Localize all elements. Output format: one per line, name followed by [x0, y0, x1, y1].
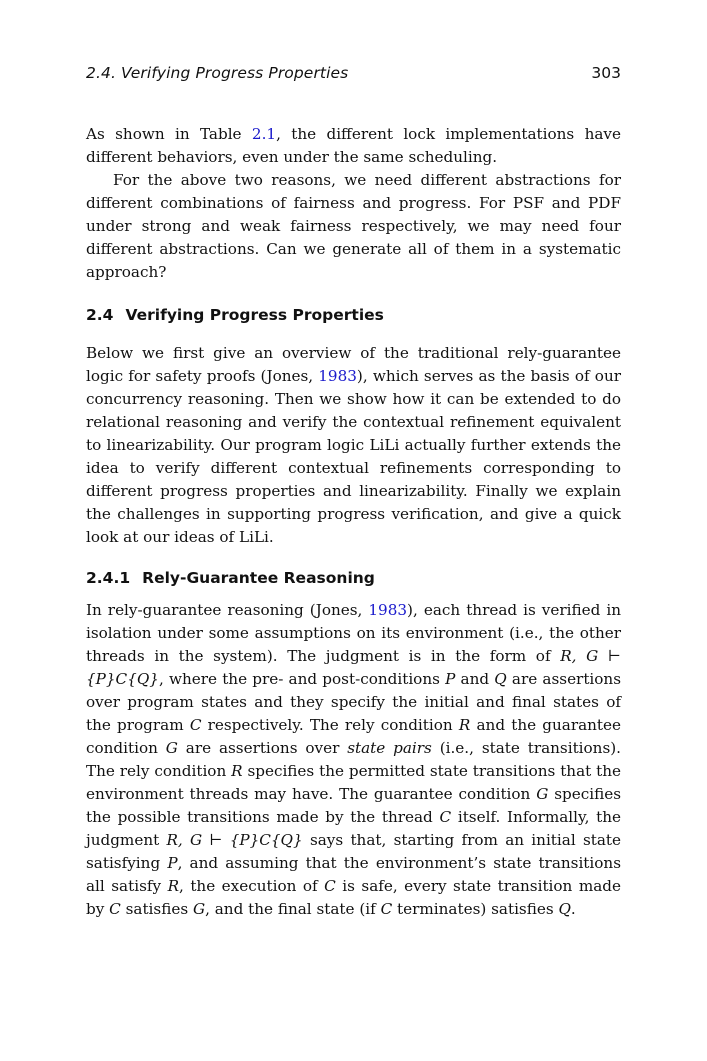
text-run: , and the final state (if — [205, 900, 381, 918]
page — [86, 64, 621, 921]
subsection-number: 2.4.1 — [86, 569, 131, 587]
page-number: 303 — [591, 64, 621, 82]
citation-link[interactable]: 1983 — [318, 367, 357, 385]
math-judgment: R, G ⊢ {P}C{Q} — [166, 831, 303, 849]
math-var-c: C — [324, 877, 336, 895]
math-var-c: C — [380, 900, 393, 918]
math-var-p: P — [167, 854, 178, 872]
text-run: Below we first give an overview of the traditional rely-guarantee logic for safety proofs (Jones, — [86, 344, 621, 385]
math-var-c: C — [109, 900, 121, 918]
subsection-heading-2-4-1 — [86, 569, 621, 587]
math-var-c: C — [439, 808, 452, 826]
math-var-r: R — [167, 877, 179, 895]
math-var-r: R — [458, 716, 471, 734]
text-run: respectively. The rely condition — [201, 716, 459, 734]
text-run: ), which serves as the basis of our concurrency reasoning. Then we show how it can be extended to do relational reasoning and verify the contextual refinement equivalent to linearizability. Our program logic LiLi actually further extends the idea to verify different contextual refinements corresponding to different progress properties and linearizability. Finally we explain the challenges in supporting progress verification, and give a quick look at our ideas of LiLi. — [86, 367, 621, 546]
section-2-4-paragraph — [86, 342, 621, 549]
intro-paragraph-1 — [86, 123, 621, 169]
math-var-c: C — [189, 716, 202, 734]
text-run: and — [455, 670, 495, 688]
rely-guarantee-paragraph — [86, 599, 621, 921]
text-run: , where the pre- and post-conditions — [158, 670, 446, 688]
math-var-g: G — [192, 900, 206, 918]
text-run: itself. Informally, the judgment — [86, 808, 621, 849]
math-var-g: G — [536, 785, 549, 803]
subsection-title: Rely-Guarantee Reasoning — [142, 569, 375, 587]
table-reference-link[interactable]: 2.1 — [251, 125, 277, 143]
text-run: satisfies — [120, 900, 193, 918]
math-judgment: R, G ⊢ {P}C{Q} — [86, 647, 621, 688]
section-heading-2-4 — [86, 306, 621, 324]
running-header — [86, 64, 621, 94]
text-run: (i.e., state transitions). The rely condition — [86, 739, 622, 780]
text-run: terminates) satisfies — [392, 900, 559, 918]
text-run: In rely-guarantee reasoning (Jones, — [86, 601, 369, 619]
text-run: specifies the possible transitions made by the thread — [86, 785, 622, 826]
math-var-g: G — [165, 739, 178, 757]
citation-link[interactable]: 1983 — [368, 601, 408, 619]
text-run: are assertions over — [177, 739, 348, 757]
text-run: says that, starting from an initial state satisfying — [86, 831, 621, 872]
math-var-r: R — [231, 762, 243, 780]
math-var-q: Q — [494, 670, 507, 688]
text-run: , and assuming that the environment’s state transitions all satisfy — [86, 854, 621, 895]
math-var-p: P — [445, 670, 456, 688]
text-run: is safe, every state transition made by — [86, 877, 621, 918]
emphasis-state-pairs: state pairs — [347, 739, 432, 757]
text-run: and the guarantee condition — [86, 716, 622, 757]
text-run: , the execution of — [179, 877, 325, 895]
text-run: are assertions over program states and they specify the initial and final states of the program — [86, 670, 621, 734]
text-run: . — [570, 900, 576, 918]
text-run: , the different lock implementations have different behaviors, even under the same scheduling. — [86, 125, 621, 166]
text-run: As shown in Table — [86, 125, 252, 143]
text-run: ), each thread is verified in isolation under some assumptions on its environment (i.e., the other threads in the system). The judgment is in the form of — [86, 601, 621, 665]
text-run: specifies the permitted state transitions that the environment threads may have. The guarantee condition — [86, 762, 621, 803]
math-var-q: Q — [558, 900, 571, 918]
section-number: 2.4 — [86, 306, 114, 324]
running-header-section: 2.4. Verifying Progress Properties — [86, 64, 349, 82]
intro-paragraph-2: For the above two reasons, we need different abstractions for different combinations of fairness and progress. For PSF and PDF under strong and weak fairness respectively, we may need four different abstractions. Can we generate all of them in a systematic approach? — [86, 171, 621, 281]
section-title: Verifying Progress Properties — [125, 306, 384, 324]
